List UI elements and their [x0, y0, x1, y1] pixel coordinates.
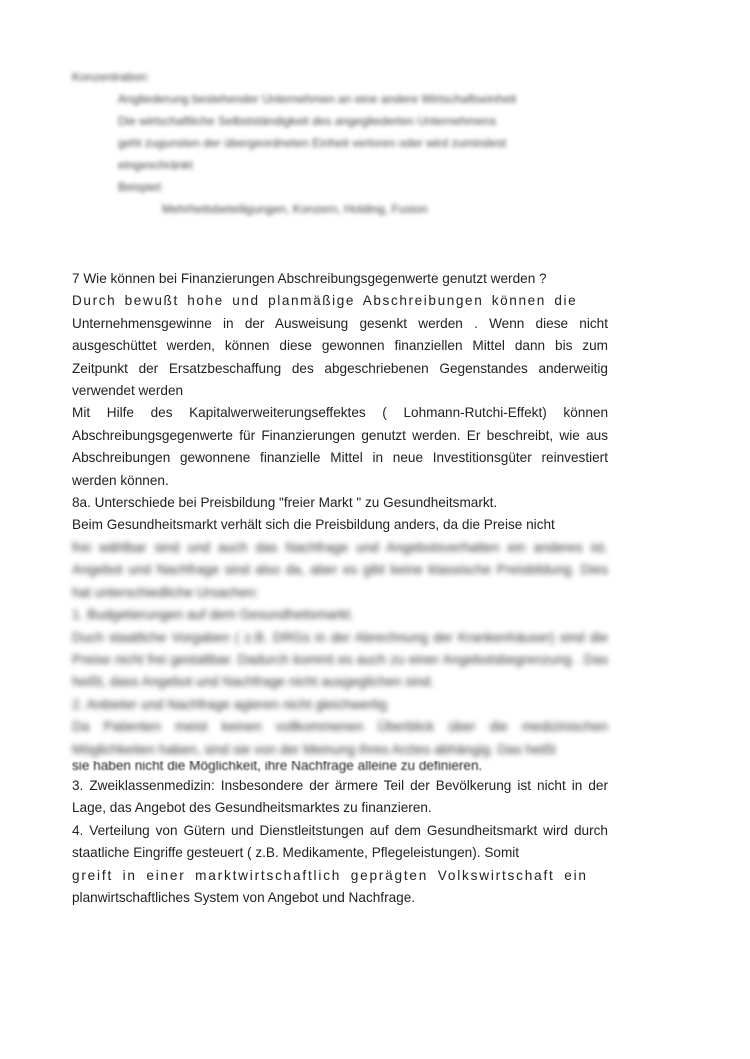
item1-text: Duch staatliche Vorgaben ( z.B. DRGs in der Abrechnung der Krankenhäuser) sind die Preise nicht frei gestaltbar. Dadurch kommt es auch zu einer Angebotsbegrenzung . Das heißt, dass Angebot und Nachfrage nicht ausgeglichen sind.	[72, 629, 608, 690]
example-label: Beispiel:	[118, 180, 164, 194]
item4-text-a: 4. Verteilung von Gütern und Dienstleitstungen auf dem Gesundheitsmarkt wird durch staatliche Eingriffe gesteuert ( z.B. Medikamente, Pflegeleistungen). Somit	[72, 822, 608, 861]
item2-heading: 2. Anbieter und Nachfrage agieren nicht gleichwertig	[72, 696, 388, 712]
question-7: 7 Wie können bei Finanzierungen Abschreibungsgegenwerte genutzt werden ?	[72, 271, 547, 286]
q7-answer-rest: Unternehmensgewinne in der Ausweisung gesenkt werden . Wenn diese nicht ausgeschüttet werden, können diese gewonnen finanziellen Mittel dann bis zum Zeitpunkt der Ersatzbeschaffung des abgeschriebenen Gegenstandes anderweitig verwendet werden	[72, 315, 608, 399]
item2-tail: sie haben nicht die Möglichkeit, ihre Nachfrage alleine zu definieren.	[72, 760, 483, 773]
blurred-q8a-section	[72, 537, 608, 761]
concentration-line: Die wirtschaftliche Selbstständigkeit des angegliederten Unternehmens	[118, 114, 497, 128]
q8a-intro: Beim Gesundheitsmarkt verhält sich die Preisbildung anders, da die Preise nicht	[72, 517, 555, 533]
q7-answer-2: Mit Hilfe des Kapitalwerweiterungseffektes ( Lohmann-Rutchi-Effekt) können Abschreibungsgegenwerte für Finanzierungen genutzt werden. Er beschreibt, wie aus Abschreibungen gewonnene finanzielle Mittel in neue Investitionsgüter reinvestiert werden können.	[72, 405, 608, 488]
q8a-blurred-intro: frei wählbar sind und auch das Nachfrage und Angebotsverhalten ein anderes ist. Angebot und Nachfrage sind also da, aber es gibt keine klassische Preisbildung. Dies hat unterschiedliche Ursachen:	[72, 539, 608, 600]
concentration-line: geht zugunsten der übergeordneten Einheit verloren oder wird zumindest	[118, 136, 507, 150]
item2-tail-partial	[72, 761, 608, 775]
concentration-heading: Konzentration:	[72, 70, 150, 84]
question-8a: 8a. Unterschiede bei Preisbildung "freier Markt " zu Gesundheitsmarkt.	[72, 495, 498, 511]
main-text	[72, 268, 608, 909]
q7-answer-line1: Durch bewußt hohe und planmäßige Abschreibungen können die	[72, 293, 578, 309]
item1-heading: 1. Budgetierungen auf dem Gesundheitsmarkt.	[72, 607, 354, 623]
blurred-concentration-section	[72, 66, 612, 220]
item4-text-c: planwirtschaftliches System von Angebot und Nachfrage.	[72, 889, 416, 905]
concentration-line: eingeschränkt	[118, 158, 193, 172]
item4-text-b: greift in einer marktwirtschaftlich geprägten Volkswirtschaft ein	[72, 867, 588, 883]
item3-text: 3. Zweiklassenmedizin: Insbesondere der ärmere Teil der Bevölkerung ist nicht in der Lage, das Angebot des Gesundheitsmarktes zu finanzieren.	[72, 777, 608, 816]
example-text: Mehrheitsbeteiligungen, Konzern, Holding, Fusion	[162, 202, 428, 216]
item2-text: Da Patienten meist keinen vollkommenen Überblick über die medizinischen Möglichkeiten haben, sind sie von der Meinung ihres Arztes abhängig. Das heißt	[72, 719, 608, 757]
concentration-line: Angliederung bestehender Unternehmen an eine andere Wirtschaftseinheit	[118, 92, 517, 106]
